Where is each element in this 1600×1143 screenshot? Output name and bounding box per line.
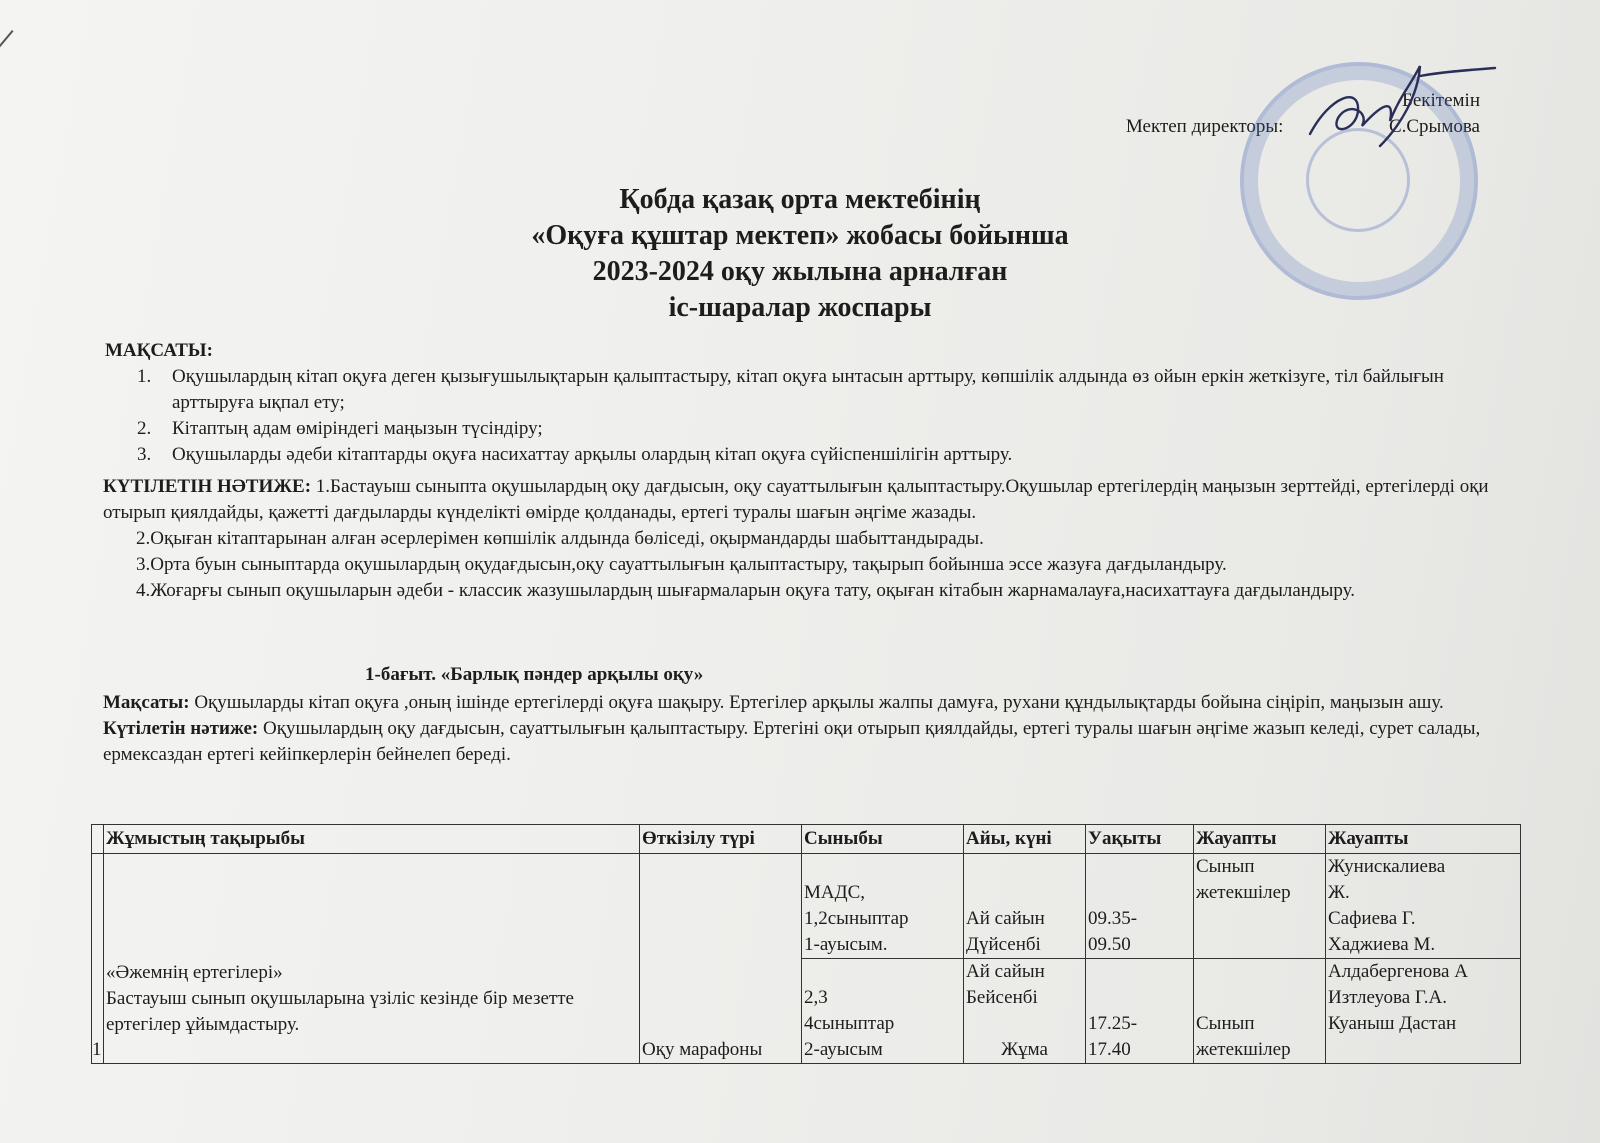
expected-heading: КҮТІЛЕТІН НӘТИЖЕ: [103,476,312,497]
goal-item [105,442,1505,468]
goals-section [105,338,1505,468]
column-header: Жұмыстың тақырыбы [104,825,640,854]
names-cell: Жунискалиева Ж. Сафиева Г. Хаджиева М. [1326,854,1521,959]
time-cell: 09.35- 09.50 [1086,854,1194,959]
date-cell: Ай сайын Бейсенбі Жұма [964,959,1086,1064]
topic-cell [104,854,640,1064]
aim-label: Мақсаты: [103,692,190,713]
topic-title: «Әжемнің ертегілері» [106,961,283,983]
time-cell: 17.25- 17.40 [1086,959,1194,1064]
class-cell: МАДС, 1,2сыныптар 1-ауысым. [802,854,964,959]
plan-table [91,824,1521,1064]
expected-paragraph-3: 3.Орта буын сыныптарда оқушылардың оқудағдысын,оқу сауаттылығын қалыптастыру, тақырып бойынша эссе жазуға дағдыландыру. [136,554,1227,575]
goal-number: 1. [137,366,152,387]
direction-aim-section [103,690,1503,768]
direction-title: 1-бағыт. «Барлық пәндер арқылы оқу» [365,664,704,685]
approve-word: Бекітемін [1401,90,1480,111]
title-line-2: «Оқуға құштар мектеп» жобасы бойынша [531,220,1069,251]
director-signature [1300,56,1500,166]
direction-result: Күтілетін нәтиже: Оқушылардың оқу дағдысын, сауаттылығын қалыптастыру. Ертегіні оқи отырып қиялдайды, ертегі туралы шағын әңгіме жазып келеді, сурет салады, ермексаздан ертегі кейіпкерлерін бейнелеп береді. [103,718,1481,765]
table-header-row [92,825,1521,854]
expected-paragraph-4: 4.Жоғарғы сынып оқушыларын әдеби - классик жазушылардың шығармаларын оқуға тату, оқыған кітабын жарнамалауға,насихаттауға дағдыландыру. [136,580,1355,601]
goal-number: 2. [137,418,152,439]
title-line-3: 2023-2024 оқу жылына арналған [592,256,1008,287]
goal-item [105,416,1505,442]
column-header: Жауапты [1326,825,1521,854]
form-cell: Оқу марафоны [640,854,802,1064]
goals-list [105,364,1505,468]
goal-text: Оқушылардың кітап оқуға деген қызығушылықтарын қалыптастыру, кітап оқуға ынтасын арттыру, көпшілік алдында өз ойын еркін жеткізуге, тіл байлығын арттыруға ықпал ету; [172,366,1444,413]
row-number: 1 [92,854,104,1064]
column-header: Уақыты [1086,825,1194,854]
class-cell: 2,3 4сыныптар 2-ауысым [802,959,964,1064]
bleed-through-text [420,118,424,142]
column-header: Айы, күні [964,825,1086,854]
responsible-cell: Сынып жетекшілер [1194,959,1326,1064]
director-label: Мектеп директоры: [1125,116,1284,137]
column-header: Өткізілу түрі [640,825,802,854]
expected-paragraph-1: КҮТІЛЕТІН НӘТИЖЕ: 1.Бастауыш сыныпта оқушылардың оқу дағдысын, оқу сауаттылығын қалыптастыру.Оқушылар ертегілердің маңызын зерттейді, ертегілерді оқи отырып қиялдайды, қажетті дағдыларды күнделікті өмірде қолданады, ертегі туралы шағын әңгіме жазады. [103,476,1489,523]
goal-text: Оқушыларды әдеби кітаптарды оқуға насихаттау арқылы олардың кітап оқуға сүйіспеншілігін арттыру. [172,444,1013,465]
expected-results-section [103,474,1503,604]
goal-item [105,364,1505,416]
goal-text: Кітаптың адам өміріндегі маңызын түсіндіру; [172,418,543,439]
goal-number: 3. [137,444,152,465]
column-header: Жауапты [1194,825,1326,854]
column-header: Сыныбы [802,825,964,854]
director-name: С.Срымова [1388,116,1480,137]
title-line-4: іс-шаралар жоспары [668,292,932,323]
date-cell: Ай сайын Дүйсенбі [964,854,1086,959]
pen-mark [0,30,14,65]
expected-paragraph-2: 2.Оқыған кітаптарынан алған әсерлерімен көпшілік алдында бөліседі, оқырмандарды шабыттандырады. [136,528,984,549]
title-line-1: Қобда қазақ орта мектебінің [619,184,981,215]
direction-aim: Мақсаты: Оқушыларды кітап оқуға ,оның ішінде ертегілерді оқуға шақыру. Ертегілер арқылы жалпы дамуға, рухани құндылықтарды бойына сіңіріп, маңызын ашу. [103,692,1444,713]
result-label: Күтілетін нәтиже: [103,718,259,739]
responsible-cell: Сынып жетекшілер [1194,854,1326,959]
topic-description: Бастауыш сынып оқушыларына үзіліс кезінде бір мезетте ертегілер ұйымдастыру. [106,987,574,1035]
names-cell: Алдабергенова А Изтлеуова Г.А. Куаныш Дастан [1326,959,1521,1064]
goals-heading: МАҚСАТЫ: [105,340,213,361]
table-row [92,854,1521,959]
